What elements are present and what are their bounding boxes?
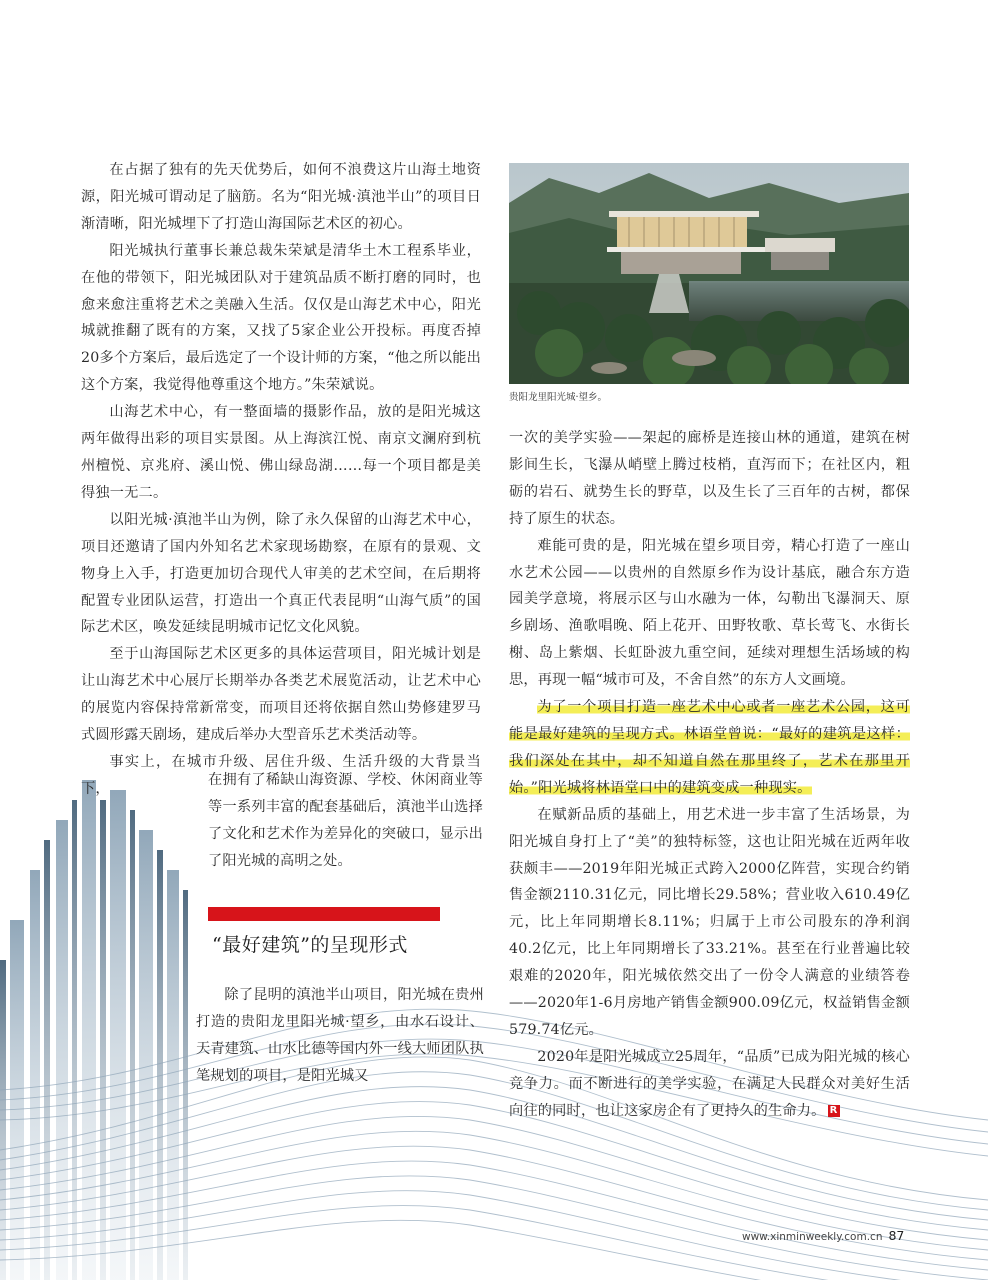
paragraph: 在赋新品质的基础上，用艺术进一步丰富了生活场景，为阳光城自身打上了“美”的独特标签，这也让阳光城在近两年收获颇丰——2019年阳光城正式跨入2000亿阵营，实现合约销售金额2110.31亿元，同比增长29.58%；营业收入610.49亿元，比上年同期增长8.11%；归属于上市公司股东的净利润40.2亿元，比上年同期增长了33.21%。甚至在行业普遍比较艰难的2020年，阳光城依然交出了一份令人满意的业绩答卷——2020年1-6月房地产销售金额900.09亿元，权益销售金额579.74亿元。 [509, 806, 910, 1038]
page-footer [742, 1228, 904, 1243]
paragraph: 阳光城执行董事长兼总裁朱荣斌是清华土木工程系毕业，在他的带领下，阳光城团队对于建筑品质不断打磨的同时，也愈来愈注重将艺术之美融入生活。仅仅是山海艺术中心，阳光城就推翻了既有的方案，又找了5家企业公开投标。再度否掉20多个方案后，最后选定了一个设计师的方案，“他之所以能出这个方案，我觉得他尊重这个地方。”朱荣斌说。 [81, 242, 481, 394]
paragraph: 事实上，在城市升级、居住升级、生活升级的大背景当下， [81, 753, 481, 797]
highlight-text: 为了一个项目打造一座艺术中心或者一座艺术公园，这可能是最好建筑的呈现方式。林语堂曾说：“最好的建筑是这样：我们深处在其中，却不知道自然在那里终了，艺术在那里开始。”阳光城将林语堂口中的建筑变成一种现实。 [509, 699, 910, 796]
paragraph: 在占据了独有的先天优势后，如何不浪费这片山海土地资源，阳光城可谓动足了脑筋。名为“阳光城·滇池半山”的项目日渐清晰，阳光城埋下了打造山海国际艺术区的初心。 [81, 162, 481, 232]
left-bottom-text [196, 982, 484, 1090]
paragraph: 至于山海国际艺术区更多的具体运营项目，阳光城计划是让山海艺术中心展厅长期举办各类艺术展览活动，让艺术中心的展览内容保持常新常变，而项目还将依据自然山势修建罗马式圆形露天剧场，建成后举办大型音乐艺术类活动等。 [81, 646, 481, 744]
right-column-text [509, 425, 910, 1125]
website-url: www.xinminweekly.com.cn [742, 1231, 883, 1243]
photo-caption: 贵阳龙里阳光城·望乡。 [509, 392, 608, 403]
paragraph-text: 2020年是阳光城成立25周年，“品质”已成为阳光城的核心竞争力。而不断进行的美学实验，在满足人民群众对美好生活向往的同时，也让这家房企有了更持久的生命力。 [509, 1048, 910, 1119]
skyline-bars [0, 780, 188, 1280]
paragraph: 以阳光城·滇池半山为例，除了永久保留的山海艺术中心，项目还邀请了国内外知名艺术家现场勘察，在原有的景观、文物身上入手，打造更加切合现代人审美的艺术空间，在后期将配置专业团队运营，打造出一个真正代表昆明“山海气质”的国际艺术区，唤发延续昆明城市记忆文化风貌。 [81, 511, 481, 636]
paragraph [509, 1044, 910, 1125]
architecture-photo [509, 163, 909, 384]
paragraph: 在拥有了稀缺山海资源、学校、休闲商业等等一系列丰富的配套基础后，滇池半山选择了文化和艺术作为差异化的突破口，显示出了阳光城的高明之处。 [208, 772, 483, 869]
section-accent-bar [208, 907, 440, 921]
highlighted-paragraph [509, 694, 910, 802]
left-column-text [81, 157, 481, 803]
end-mark-icon: R [828, 1105, 840, 1117]
page-number: 87 [888, 1228, 905, 1243]
paragraph: 难能可贵的是，阳光城在望乡项目旁，精心打造了一座山水艺术公园——以贵州的自然原乡作为设计基底，融合东方造园美学意境，将展示区与山水融为一体，勾勒出飞瀑洞天、原乡剧场、渔歌唱晚、陌上花开、田野牧歌、草长莺飞、水街长榭、岛上紫烟、长虹卧波九重空间，延续对理想生活场域的构思，再现一幅“城市可及，不舍自然”的东方人文画境。 [509, 537, 910, 689]
paragraph: 除了昆明的滇池半山项目，阳光城在贵州打造的贵阳龙里阳光城·望乡，由水石设计、天青建筑、山水比德等国内外一线大师团队执笔规划的项目，是阳光城又 [196, 987, 484, 1084]
paragraph: 一次的美学实验——架起的廊桥是连接山林的通道，建筑在树影间生长，飞瀑从峭壁上腾过枝梢，直泻而下；在社区内，粗砺的岩石、就势生长的野草，以及生长了三百年的古树，都保持了原生的状态。 [509, 430, 910, 527]
left-narrow-text [208, 767, 483, 875]
paragraph: 山海艺术中心，有一整面墙的摄影作品，放的是阳光城这两年做得出彩的项目实景图。从上海滨江悦、南京文澜府到杭州檀悦、京兆府、溪山悦、佛山绿岛湖……每一个项目都是美得独一无二。 [81, 404, 481, 501]
section-title: “最好建筑”的呈现形式 [212, 934, 408, 956]
